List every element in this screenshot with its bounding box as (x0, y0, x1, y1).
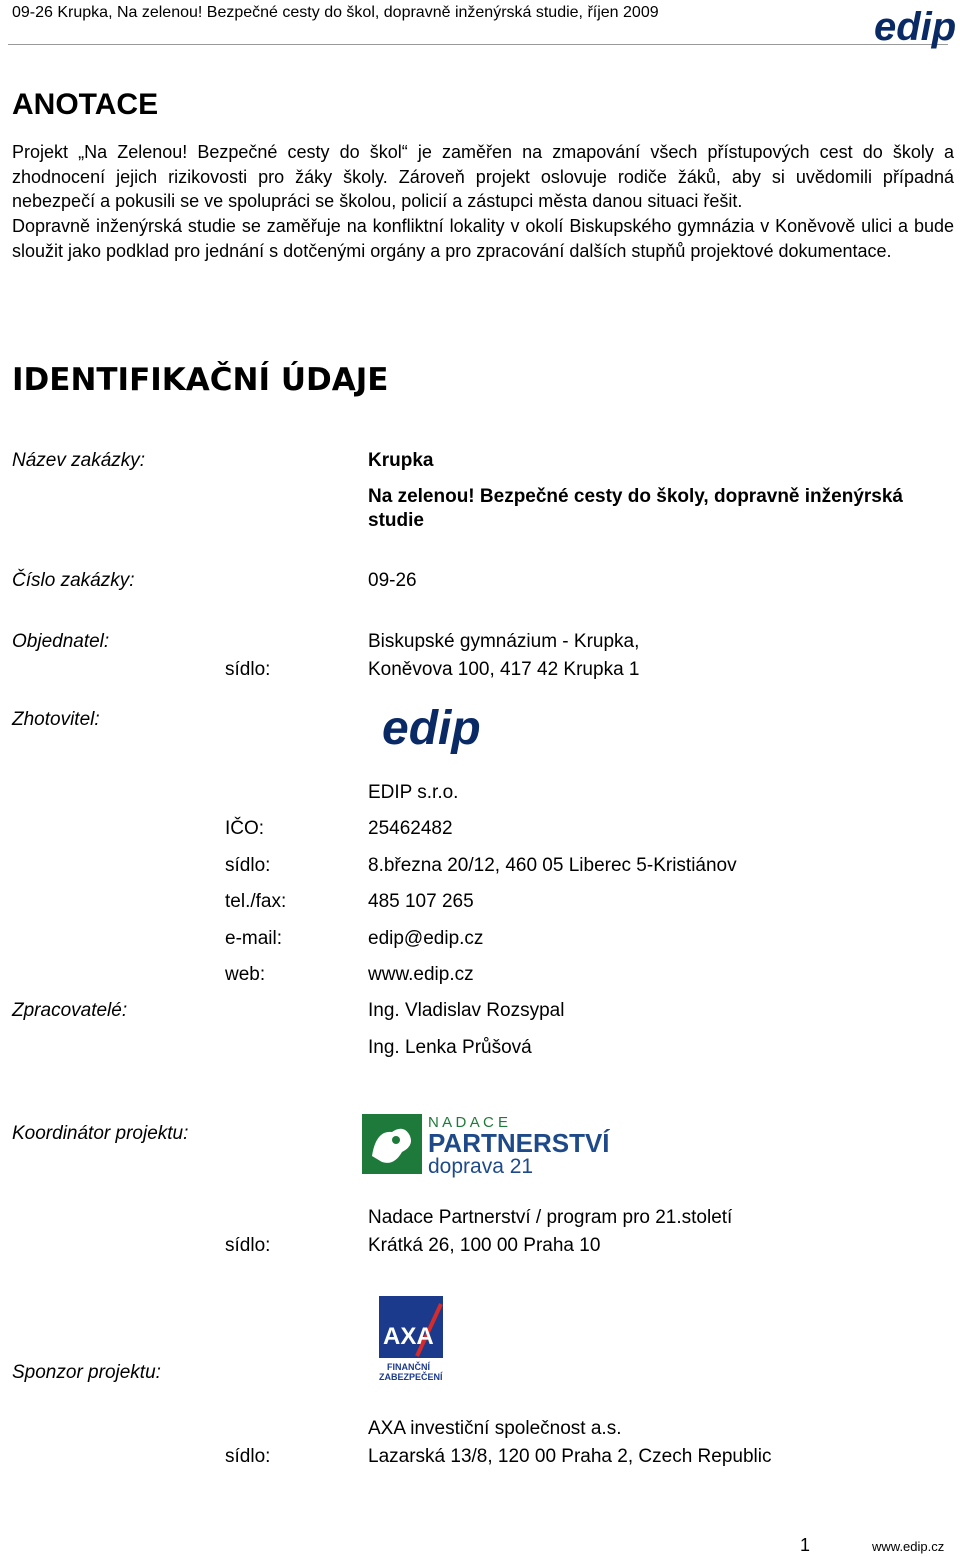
anotace-paragraph-2: Dopravně inženýrská studie se zaměřuje na konfliktní lokality v okolí Biskupského gymnázia v Koněvově ulici a bude sloužit jako podklad pro jednání s dotčenými orgány a pro zpracování dalších stupňů projektové dokumentace. (12, 216, 954, 261)
koordinator-name: Nadace Partnerství / program pro 21.století (368, 1207, 733, 1228)
nadace-logo-top: N A D A C E (428, 1114, 509, 1131)
sidlo-value: 8.března 20/12, 460 05 Liberec 5-Kristiánov (368, 855, 737, 876)
objednatel-sidlo: Koněvova 100, 417 42 Krupka 1 (368, 659, 640, 680)
email-value[interactable]: edip@edip.cz (368, 928, 484, 949)
cislo-value: 09-26 (368, 570, 417, 591)
anotace-heading: ANOTACE (12, 88, 159, 121)
sponzor-sidlo: Lazarská 13/8, 120 00 Praha 2, Czech Republic (368, 1446, 772, 1467)
axa-logo-text: AXA (383, 1323, 434, 1350)
zpracovatele-label: Zpracovatelé: (12, 1000, 128, 1021)
page-number: 1 (800, 1535, 811, 1555)
web-label: web: (225, 964, 266, 985)
sidlo-label: sídlo: (225, 855, 271, 876)
nadace-partnerstvi-logo (362, 1112, 610, 1183)
cislo-label: Číslo zakázky: (12, 570, 135, 591)
email-label: e-mail: (225, 928, 283, 949)
sponzor-name: AXA investiční společnost a.s. (368, 1418, 622, 1439)
axa-logo-sub-2: ZABEZPEČENÍ (379, 1372, 443, 1382)
axa-logo-sub-1: FINANČNÍ (387, 1362, 430, 1372)
nadace-logo-bot: doprava 21 (428, 1155, 534, 1178)
koordinator-sidlo: Krátká 26, 100 00 Praha 10 (368, 1235, 601, 1256)
ico-label: IČO: (225, 818, 265, 839)
footer-url[interactable]: www.edip.cz (872, 1539, 945, 1554)
zhotovitel-label: Zhotovitel: (12, 709, 100, 730)
axa-logo (365, 1296, 461, 1387)
tel-value: 485 107 265 (368, 891, 474, 912)
objednatel-name: Biskupské gymnázium - Krupka, (368, 631, 640, 652)
header-divider (8, 44, 948, 45)
koordinator-sidlo-label: sídlo: (225, 1235, 271, 1256)
zpracovatel-2: Ing. Lenka Průšová (368, 1037, 532, 1058)
anotace-paragraph-1: Projekt „Na Zelenou! Bezpečné cesty do škol“ je zaměřen na zmapování všech přístupových cest do školy a zhodnocení jejich rizikovosti pro žáky školy. Zároveň projekt oslovuje rodiče žáků, aby si uvědomili případná nebezpečí a pokusili se ve spolupráci se školou, policií a zástupci města danou situaci řešit. (12, 142, 954, 211)
edip-logo-header-text: edip (874, 5, 957, 49)
edip-logo (380, 698, 481, 763)
nazev-line-3: studie (368, 510, 424, 531)
nazev-line-2: Na zelenou! Bezpečné cesty do školy, dopravně inženýrská (368, 486, 903, 507)
zhotovitel-name: EDIP s.r.o. (368, 782, 459, 803)
nadace-logo-mid: PARTNERSTVÍ (428, 1128, 610, 1158)
ident-heading: IDENTIFIKAČNÍ ÚDAJE (12, 362, 389, 398)
edip-logo-header (872, 2, 957, 55)
objednatel-label: Objednatel: (12, 631, 110, 652)
objednatel-sidlo-label: sídlo: (225, 659, 271, 680)
web-value[interactable]: www.edip.cz (368, 964, 474, 985)
edip-logo-text: edip (382, 702, 481, 755)
zpracovatel-1: Ing. Vladislav Rozsypal (368, 1000, 565, 1021)
nazev-label: Název zakázky: (12, 450, 146, 471)
ico-value: 25462482 (368, 818, 453, 839)
sponzor-label: Sponzor projektu: (12, 1362, 161, 1383)
koordinator-label: Koordinátor projektu: (12, 1123, 189, 1144)
tel-label: tel./fax: (225, 891, 287, 912)
sponzor-sidlo-label: sídlo: (225, 1446, 271, 1467)
nazev-line-1: Krupka (368, 450, 434, 471)
header-title: 09-26 Krupka, Na zelenou! Bezpečné cesty do škol, dopravně inženýrská studie, říjen 2009 (12, 4, 659, 21)
